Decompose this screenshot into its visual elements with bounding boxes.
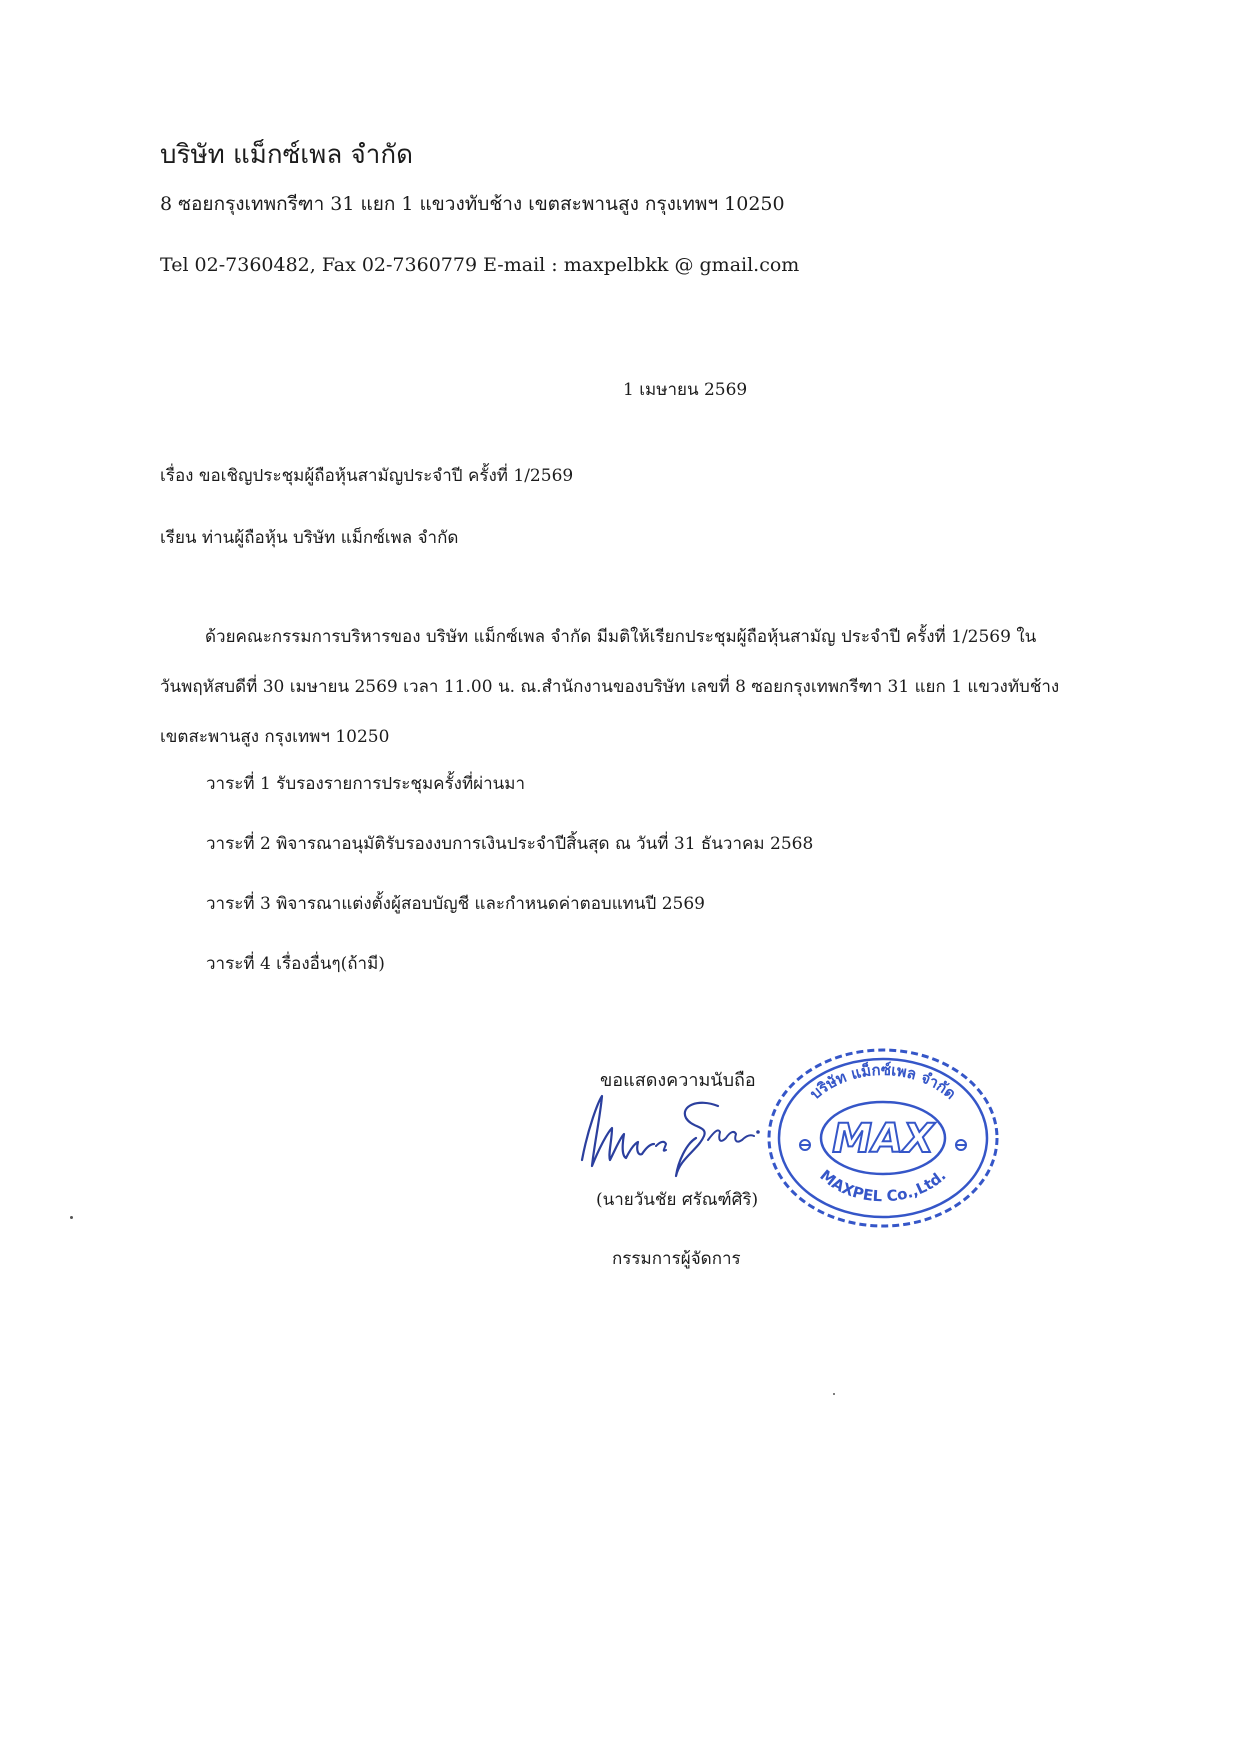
- company-address: 8 ซอยกรุงเทพกรีฑา 31 แยก 1 แขวงทับช้าง เขตสะพานสูง กรุงเทพฯ 10250: [160, 193, 785, 215]
- body-line: ด้วยคณะกรรมการบริหารของ บริษัท แม็กซ์เพล จำกัด มีมติให้เรียกประชุมผู้ถือหุ้นสามัญ ประจำปี ครั้งที่ 1/2569 ใน: [205, 627, 1037, 647]
- body-paragraph: [160, 612, 1090, 762]
- letter-date: 1 เมษายน 2569: [623, 380, 748, 400]
- company-seal-image: [765, 1045, 1001, 1231]
- signer-name: (นายวันชัย ศรัณฑ์ศิริ): [596, 1190, 759, 1210]
- company-name: บริษัท แม็กซ์เพล จำกัด: [160, 140, 413, 170]
- scan-speck: [833, 1393, 835, 1395]
- svg-text:บริษัท แม็กซ์เพล จำกัด: [806, 1061, 959, 1103]
- scan-speck: [70, 1216, 73, 1219]
- body-line: วันพฤหัสบดีที่ 30 เมษายน 2569 เวลา 11.00 น. ณ.สำนักงานของบริษัท เลขที่ 8 ซอยกรุงเทพกรีฑา 31 แยก 1 แขวงทับช้าง: [160, 677, 1060, 697]
- svg-text:MAXPEL Co.,Ltd.: [816, 1166, 949, 1205]
- agenda-item: วาระที่ 1 รับรองรายการประชุมครั้งที่ผ่านมา: [206, 774, 526, 794]
- seal-bottom-text: MAXPEL Co.,Ltd.: [816, 1166, 950, 1206]
- seal-top-text: บริษัท แม็กซ์เพล จำกัด: [806, 1060, 960, 1103]
- letter-subject: เรื่อง ขอเชิญประชุมผู้ถือหุ้นสามัญประจำปี ครั้งที่ 1/2569: [160, 466, 574, 486]
- agenda-item: วาระที่ 3 พิจารณาแต่งตั้งผู้สอบบัญชี และกำหนดค่าตอบแทนปี 2569: [206, 894, 705, 914]
- signer-position: กรรมการผู้จัดการ: [612, 1249, 741, 1269]
- letter-recipient: เรียน ท่านผู้ถือหุ้น บริษัท แม็กซ์เพล จำกัด: [160, 528, 459, 548]
- body-line: เขตสะพานสูง กรุงเทพฯ 10250: [160, 727, 390, 747]
- company-contact: Tel 02-7360482, Fax 02-7360779 E-mail : maxpelbkk @ gmail.com: [160, 254, 800, 276]
- agenda-item: วาระที่ 4 เรื่องอื่นๆ(ถ้ามี): [206, 954, 385, 974]
- seal-center-text: MAX: [832, 1116, 934, 1162]
- closing-phrase: ขอแสดงความนับถือ: [600, 1070, 756, 1091]
- signature-image: [568, 1088, 768, 1184]
- agenda-item: วาระที่ 2 พิจารณาอนุมัติรับรองงบการเงินประจำปีสิ้นสุด ณ วันที่ 31 ธันวาคม 2568: [206, 834, 814, 854]
